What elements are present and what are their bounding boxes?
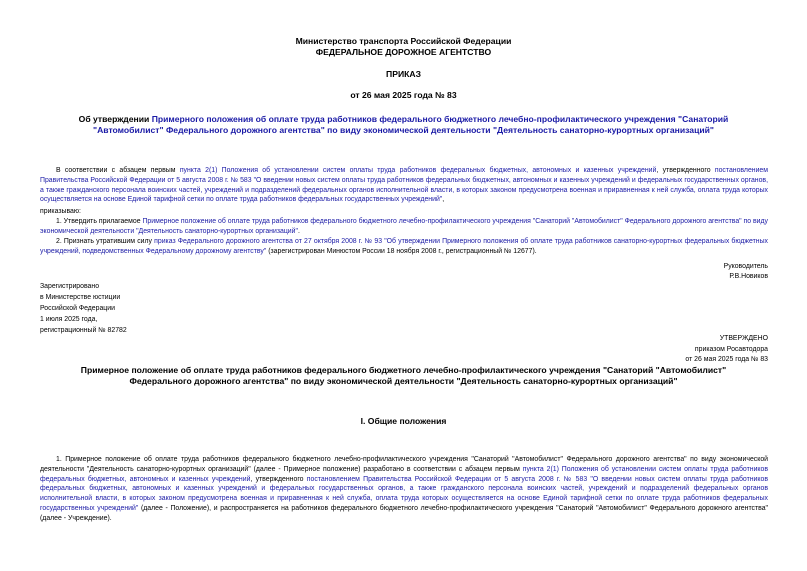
order-item-2 xyxy=(40,237,768,257)
approved-line-2: приказом Росавтодора xyxy=(694,346,768,353)
item-1-link[interactable]: Примерное положение об оплате труда работников федерального бюджетного лечебно-профилактического учреждения "Санаторий "Автомобилист" Федерального дорожного агентства" по виду экономической деятельности "Деятельность санаторно-курортных организаций" xyxy=(40,218,768,235)
order-title-prefix: Об утверждении xyxy=(78,114,152,124)
preamble-text-2: , утвержденного xyxy=(656,167,715,174)
registration-line-4: 1 июля 2025 года, xyxy=(40,316,98,323)
registration-line-3: Российской Федерации xyxy=(40,305,115,312)
preamble-text-3: , xyxy=(442,196,445,204)
registration-line-5: регистрационный № 82782 xyxy=(40,327,127,334)
preamble-link-decree[interactable]: постановлением Правительства Российской Федерации от 5 августа 2008 г. № 583 "О введении новых систем оплаты труда работников федеральных бюджетных, автономных и казенных учреждений и федеральных государственных органов, а также гражданского персонала воинских частей, учреждений и подразделений федеральных органов исполнительной власти, в которых законом предусмотрена военная и приравненная к ней служба, оплата труда которых осуществляется на основе Единой тарифной сетки по оплате труда работников федеральных государственных учреждений" xyxy=(40,167,768,204)
preamble-text-1: В соответствии с абзацем первым xyxy=(56,167,180,174)
item-1-text-a: 1. Утвердить прилагаемое xyxy=(56,218,143,225)
preamble-paragraph xyxy=(40,166,768,205)
order-word: приказываю: xyxy=(40,208,81,215)
item-2-text-a: 2. Признать утратившим силу xyxy=(56,238,155,245)
s1p1-text-2: , утвержденного xyxy=(250,475,307,483)
registration-line-2: в Министерстве юстиции xyxy=(40,294,121,301)
s1p1-link-regulation[interactable]: пункта 2(1) Положения об установлении систем оплаты труда работников федеральных бюджетных, автономных и казенных учреждений xyxy=(40,465,769,483)
item-2-link[interactable]: приказ Федерального дорожного агентства от 27 октября 2008 г. № 93 "Об утверждении Примерного положения об оплате труда работников санаторно-курортных федеральных бюджетных учреждений, подведомственных Федеральному дорожному агентству" xyxy=(40,238,768,255)
section-1-paragraph-1 xyxy=(40,455,768,524)
registration-line-1: Зарегистрировано xyxy=(40,283,100,290)
order-title xyxy=(60,114,747,136)
section-1-title: I. Общие положения xyxy=(360,416,447,426)
ministry-name: Министерство транспорта Российской Федерации xyxy=(295,36,512,46)
s1p1-link-decree[interactable]: постановлением Правительства Российской Федерации от 5 августа 2008 г. № 583 "О введении новых систем оплаты труда работников федеральных бюджетных, автономных и казенных учреждений и федеральных государственных органов, а также гражданского персонала воинских частей, учреждений и подразделений федеральных органов исполнительной власти, в которых законом предусмотрена военная и приравненная к ней служба, оплата труда которых осуществляется на основе Единой тарифной сетки по оплате труда работников федеральных государственных учреждений" xyxy=(40,475,768,512)
agency-name: ФЕДЕРАЛЬНОЕ ДОРОЖНОЕ АГЕНТСТВО xyxy=(315,47,492,57)
approved-line-3: от 26 мая 2025 года № 83 xyxy=(685,356,768,363)
order-date-number: от 26 мая 2025 года № 83 xyxy=(350,90,457,100)
s1p1-text-1: 1. Примерное положение об оплате труда работников федерального бюджетного лечебно-профилактического учреждения "Санаторий "Автомобилист" Федерального дорожного агентства" по виду экономической деятельности "Деятельность санаторно-курортных организаций" (далее - Примерное положение) разработано в соответствии с абзацем первым xyxy=(40,456,768,473)
s1p1-text-3: (далее - Положение), и распространяется на работников федерального бюджетного лечебно-профилактического учреждения "Санаторий "Автомобилист" Федерального дорожного агентства" (далее - Учреждение). xyxy=(40,504,768,522)
order-title-link[interactable]: Примерного положения об оплате труда работников федерального бюджетного лечебно-профилактического учреждения "Санаторий "Автомобилист" Федерального дорожного агентства" по виду экономической деятельности "Деятельность санаторно-курортных организаций" xyxy=(93,114,729,135)
signature-role: Руководитель xyxy=(723,263,768,270)
document-type: ПРИКАЗ xyxy=(386,69,421,79)
order-item-1 xyxy=(40,217,768,237)
item-1-text-b: . xyxy=(297,227,300,235)
approved-line-1: УТВЕРЖДЕНО xyxy=(719,335,768,342)
item-2-text-b: (зарегистрирован Минюстом России 18 ноября 2008 г., регистрационный № 12677). xyxy=(266,247,537,255)
preamble-link-regulation[interactable]: пункта 2(1) Положения об установлении систем оплаты труда работников федеральных бюджетных, автономных и казенных учреждений xyxy=(179,167,657,174)
annex-title: Примерное положение об оплате труда работников федерального бюджетного лечебно-профилактического учреждения "Санаторий "Автомобилист" Федерального дорожного агентства" по виду экономической деятельности "Деятельность санаторно-курортных организаций" xyxy=(80,365,727,386)
signature-name: Р.В.Новиков xyxy=(729,273,768,280)
